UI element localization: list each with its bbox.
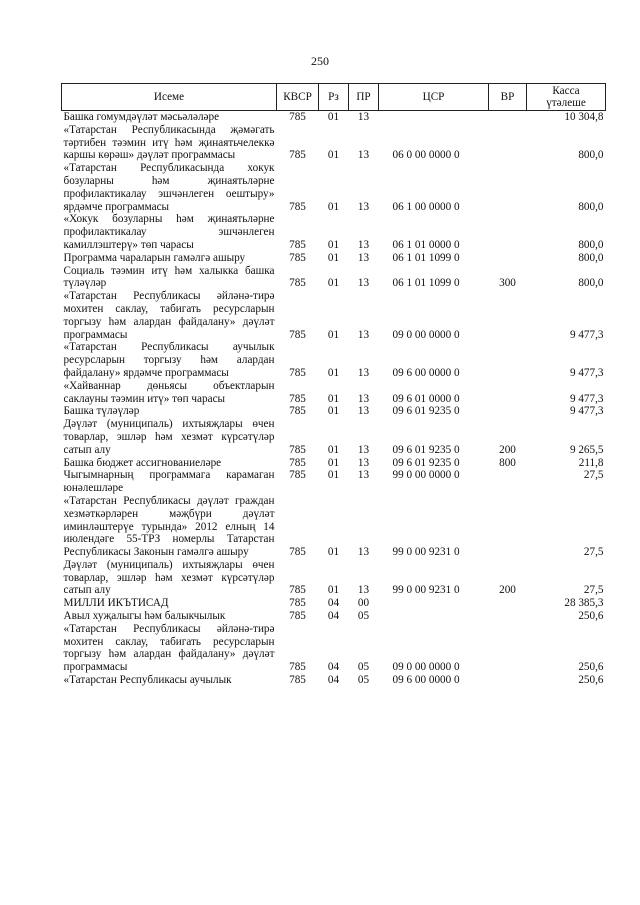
page-number: 250 [311,54,329,68]
row-name: «Татарстан Республикасы дәүләт граждан хезмәткәрләрен мәҗбүри дәүләт иминләштерүе турында» 2012 елның 14 июлендәге 55-ТРЗ номерлы Татарстан Республикасы Законын гамәлгә ашыру [63,494,275,559]
row-csr: 09 0 00 0000 0 [392,328,460,341]
row-rz: 04 [327,610,340,623]
row-rz: 01 [327,546,340,559]
table-header [62,84,606,111]
row-vr [489,213,527,251]
row-csr: 06 1 01 0000 0 [392,238,460,251]
row-kvsr: 785 [289,674,306,687]
row-csr: 09 6 01 9235 0 [392,443,460,456]
row-pr: 13 [357,584,370,597]
row-amount: 27,5 [583,546,604,559]
row-csr: 99 0 00 9231 0 [392,546,460,559]
row-name: «Татарстан Республикасы аучылык [63,674,232,687]
row-vr [489,124,527,162]
row-amount: 9 477,3 [569,328,604,341]
row-kvsr: 785 [289,111,306,123]
table-row [62,213,606,251]
row-rz: 01 [327,251,340,264]
row-kvsr: 785 [289,200,306,213]
row-kvsr: 785 [289,456,306,469]
row-name: «Хокук бозуларны һәм җинаятьләрне профилактикалау эшчәнлеген камиллэштерү» төп чарасы [63,213,275,251]
row-amount: 800,0 [578,149,604,162]
row-pr: 05 [357,661,370,674]
row-rz: 01 [327,111,340,123]
row-vr: 200 [499,443,516,456]
row-csr [379,597,489,610]
row-pr: 13 [357,469,370,482]
row-csr: 09 6 01 9235 0 [392,456,460,469]
row-kvsr: 785 [289,546,306,559]
row-vr [489,111,527,124]
row-kvsr: 785 [289,597,306,610]
row-pr: 00 [357,597,370,610]
table-row [62,623,606,674]
header-kassa-line1: Касса [552,85,580,97]
row-vr [489,623,527,674]
row-vr [489,610,527,623]
row-csr: 99 0 00 9231 0 [392,584,460,597]
row-pr: 13 [357,277,370,290]
row-kvsr: 785 [289,238,306,251]
row-amount: 9 477,3 [569,405,604,418]
row-kvsr: 785 [289,610,306,623]
table-row [62,674,606,687]
row-name: Авыл хуҗалыгы һәм балыкчылык [63,610,226,623]
row-pr: 13 [357,456,370,469]
table-row [62,405,606,418]
row-rz: 01 [327,584,340,597]
budget-table-container [61,83,605,687]
header-name: Исеме [62,84,277,111]
row-pr: 13 [357,392,370,405]
table-row [62,290,606,341]
row-rz: 01 [327,366,340,379]
row-kvsr: 785 [289,251,306,264]
table-row [62,559,606,597]
row-csr: 09 6 01 0000 0 [392,392,460,405]
row-csr: 09 6 00 0000 0 [392,674,460,687]
row-csr: 06 1 01 1099 0 [392,251,460,264]
row-rz: 01 [327,456,340,469]
row-csr: 09 0 00 0000 0 [392,661,460,674]
table-row [62,124,606,162]
table-row [62,597,606,610]
row-pr: 13 [357,366,370,379]
row-name: Программа чараларын гамәлгә ашыру [63,251,246,264]
row-amount: 9 477,3 [569,392,604,405]
row-rz: 01 [327,149,340,162]
table-row [62,265,606,291]
row-rz: 01 [327,469,340,482]
header-kassa [527,84,606,111]
row-name: «Татарстан Республикасында хокук бозуларны һәм җинаятьләрне профилактикалау эшчәнлеген оештыру» ярдәмче программасы [63,162,275,213]
row-rz: 01 [327,238,340,251]
row-kvsr: 785 [289,469,306,482]
row-vr [489,405,527,418]
row-kvsr: 785 [289,328,306,341]
row-rz: 01 [327,328,340,341]
table-row [62,341,606,379]
row-vr [489,380,527,406]
row-pr: 13 [357,443,370,456]
row-name: «Татарстан Республикасы әйләнә-тирә мохитен саклау, табигать ресурсларын торгызу һәм алардан файдалану» дәүләт программасы [63,622,275,674]
row-amount: 800,0 [578,251,604,264]
row-name: Дәүләт (муниципаль) ихтыяҗлары өчен товарлар, эшләр һәм хезмәт күрсәтүләр сатып алу [63,418,275,456]
row-amount: 211,8 [578,456,604,469]
row-vr [489,674,527,687]
row-rz: 01 [327,392,340,405]
row-rz: 01 [327,200,340,213]
row-csr: 99 0 00 0000 0 [392,469,460,482]
row-vr [489,597,527,610]
row-amount: 28 385,3 [564,597,604,610]
header-vr: ВР [489,84,527,111]
row-name: «Татарстан Республикасы әйләнә-тирә мохитен саклау, табигать ресурсларын торгызу һәм алардан файдалану» дәүләт программасы [63,290,275,341]
row-name: «Татарстан Республикасында җәмәгать тәртибен тәэмин итү һәм җинаятьчелеккә каршы көрәш» дәүләт программасы [63,123,275,162]
header-kvsr: КВСР [277,84,319,111]
row-vr: 200 [499,584,516,597]
row-rz: 04 [327,674,340,687]
row-vr [489,341,527,379]
budget-table [61,83,606,687]
row-name: Социаль тәэмин итү һәм халыкка башка түләүләр [63,264,275,290]
table-row [62,111,606,124]
table-body [62,111,606,687]
row-csr [379,610,489,623]
row-kvsr: 785 [289,584,306,597]
row-name: «Татарстан Республикасы аучылык ресурсларын торгызу һәм алардан файдалану» ярдәмче программасы [63,341,275,379]
row-pr: 13 [357,251,370,264]
row-kvsr: 785 [289,392,306,405]
row-pr: 05 [357,674,370,687]
row-pr: 13 [357,200,370,213]
row-amount: 250,6 [578,661,604,674]
row-csr [379,111,489,124]
row-csr: 06 1 00 0000 0 [392,200,460,213]
row-kvsr: 785 [289,277,306,290]
row-csr: 06 0 00 0000 0 [392,149,460,162]
row-vr: 800 [499,456,516,469]
row-amount: 800,0 [578,277,604,290]
row-amount: 250,6 [578,674,604,687]
row-pr: 05 [357,610,370,623]
table-row [62,380,606,406]
row-pr: 13 [357,328,370,341]
row-amount: 9 477,3 [569,366,604,379]
row-vr [489,162,527,213]
row-pr: 13 [357,238,370,251]
row-vr [489,290,527,341]
table-row [62,162,606,213]
table-row [62,418,606,456]
row-amount: 27,5 [583,584,604,597]
header-kassa-line2: үтәлеше [546,97,586,109]
row-rz: 01 [327,405,340,418]
row-csr: 06 1 01 1099 0 [392,277,460,290]
row-name: Башка түләүләр [63,405,140,418]
row-amount: 250,6 [578,610,604,623]
table-row [62,469,606,495]
row-csr: 09 6 00 0000 0 [392,366,460,379]
row-rz: 01 [327,277,340,290]
row-rz: 04 [327,661,340,674]
row-name: МИЛЛИ ИКЪТИСАД [63,597,169,610]
row-kvsr: 785 [289,405,306,418]
row-amount: 9 265,5 [569,443,604,456]
row-rz: 04 [327,597,340,610]
row-vr [489,252,527,265]
row-vr [489,495,527,559]
row-vr: 300 [499,277,516,290]
row-vr [489,469,527,495]
row-kvsr: 785 [289,366,306,379]
row-name: «Хайваннар дөньясы объектларын саклауны тәэмин итү» төп чарасы [63,379,275,405]
header-pr: ПР [349,84,379,111]
row-kvsr: 785 [289,443,306,456]
row-amount: 27,5 [583,469,604,482]
row-kvsr: 785 [289,661,306,674]
row-amount: 800,0 [578,200,604,213]
row-rz: 01 [327,443,340,456]
row-name: Башка бюджет ассигнованиеләре [63,456,222,469]
row-name: Чыгымнарның программага карамаган юнәлешләре [63,469,275,495]
row-amount: 10 304,8 [564,111,604,123]
row-name: Дәүләт (муниципаль) ихтыяҗлары өчен товарлар, эшләр һәм хезмәт күрсәтүләр сатып алу [63,558,275,597]
header-csr: ЦСР [379,84,489,111]
header-rz: Рз [319,84,349,111]
row-amount: 800,0 [578,238,604,251]
row-pr: 13 [357,111,370,123]
row-pr: 13 [357,546,370,559]
table-row [62,610,606,623]
row-csr: 09 6 01 9235 0 [392,405,460,418]
table-row [62,252,606,265]
table-row [62,457,606,470]
row-pr: 13 [357,405,370,418]
row-pr: 13 [357,149,370,162]
table-row [62,495,606,559]
row-name: Башка гомумдәүләт мәсьәләләре [63,111,220,123]
row-kvsr: 785 [289,149,306,162]
